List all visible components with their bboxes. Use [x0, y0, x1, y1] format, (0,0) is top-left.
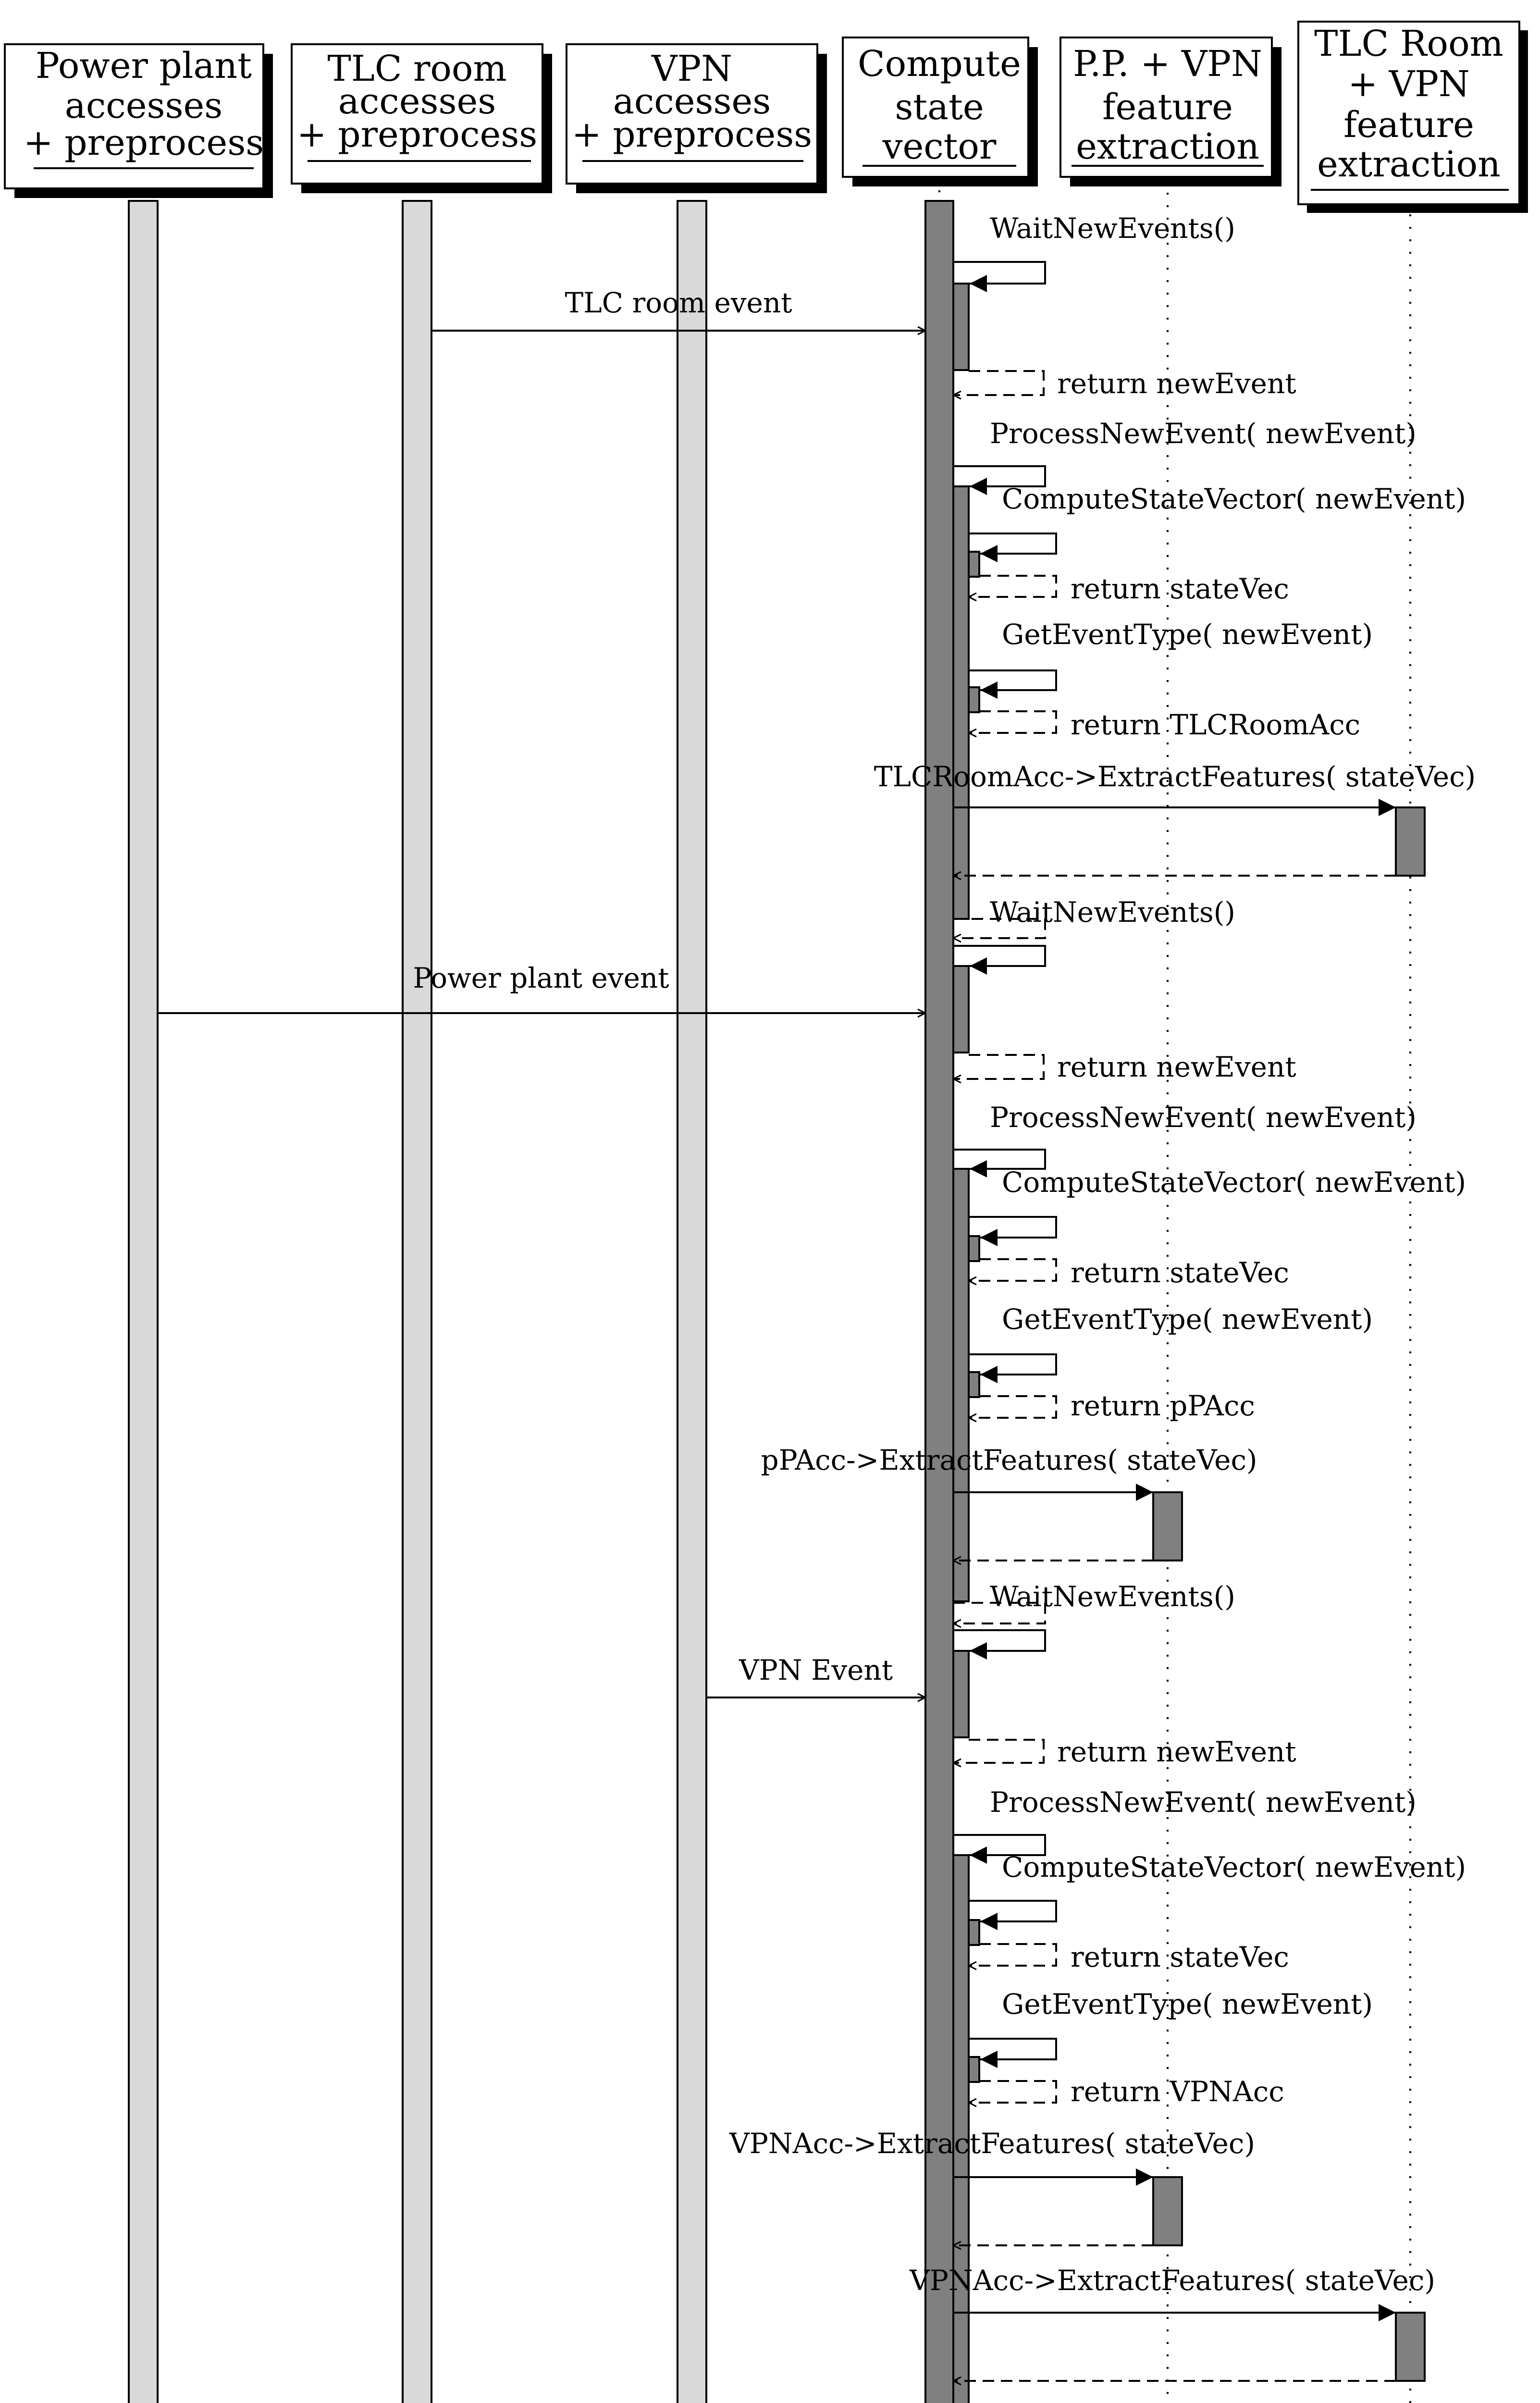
message-get-event-type-1: [969, 618, 1373, 690]
activation-compute-3: [969, 1920, 979, 1945]
message-process-new-event-1: [953, 417, 1417, 486]
participant-pp-vpn-extraction: [1060, 37, 1281, 186]
message-label: return stateVec: [1071, 572, 1289, 605]
message-label: pPAcc->ExtractFeatures( stateVec): [761, 1444, 1257, 1476]
message-compute-state-vector-1: [969, 483, 1466, 554]
message-return-state-vec-3: [969, 1941, 1289, 1973]
participant-tlc-room: [292, 44, 552, 193]
participant-label-line: vector: [882, 126, 997, 167]
message-wait-new-events-2: [953, 896, 1235, 966]
message-label: ProcessNewEvent( newEvent): [990, 417, 1417, 450]
message-label: WaitNewEvents(): [990, 896, 1235, 929]
message-label: GetEventType( newEvent): [1002, 618, 1373, 651]
message-label: TLC room event: [565, 286, 792, 319]
participant-label-line: feature: [1343, 104, 1474, 146]
message-power-plant-event: [158, 962, 925, 1013]
message-label: return newEvent: [1057, 1735, 1296, 1768]
participant-label-line: extraction: [1076, 126, 1259, 167]
message-label: VPNAcc->ExtractFeatures( stateVec): [729, 2127, 1255, 2160]
message-process-new-event-2: [953, 1101, 1417, 1169]
message-vpn-event: [706, 1654, 925, 1697]
participant-compute-state-vector: [843, 37, 1038, 186]
message-return-new-event-3: [953, 1735, 1296, 1768]
participant-label-line: Power plant: [36, 45, 252, 87]
message-wait-new-events-1: [953, 212, 1235, 284]
message-return-tlc-room-acc: [969, 708, 1360, 741]
activation-power-plant: [129, 201, 158, 2403]
activation-process-2: [953, 1169, 969, 1601]
message-label: WaitNewEvents(): [990, 212, 1235, 245]
message-label: return VPNAcc: [1071, 2075, 1284, 2108]
activation-gettype-3: [969, 2057, 979, 2082]
participant-label-line: feature: [1102, 87, 1233, 128]
participant-label-line: Compute: [858, 43, 1021, 85]
activation-compute-2: [969, 1236, 979, 1261]
activation-gettype-1: [969, 687, 979, 712]
message-label: VPNAcc->ExtractFeatures( stateVec): [910, 2264, 1435, 2297]
message-label: ProcessNewEvent( newEvent): [990, 1786, 1417, 1819]
message-get-event-type-3: [969, 1988, 1373, 2059]
message-vpn-acc-extract-2: [909, 2264, 1435, 2381]
message-wait-new-events-3: [953, 1580, 1235, 1651]
participant-label-line: state: [895, 87, 984, 128]
message-process-new-event-3: [953, 1786, 1417, 1855]
participant-label-line: accesses: [613, 81, 771, 122]
message-label: VPN Event: [739, 1654, 893, 1686]
activation-wait-1: [953, 284, 969, 370]
participant-label-line: VPN: [652, 48, 732, 89]
message-compute-state-vector-2: [969, 1166, 1466, 1238]
message-return-state-vec-2: [969, 1256, 1289, 1289]
message-return-state-vec-1: [969, 572, 1289, 605]
message-label: ComputeStateVector( newEvent): [1002, 1851, 1466, 1883]
participant-label-line: extraction: [1317, 144, 1501, 185]
participant-tlc-vpn-extraction: [1298, 22, 1528, 213]
activation-process-1: [953, 486, 969, 919]
message-return-new-event-2: [953, 1051, 1296, 1083]
activation-tlc-vpn-extraction-1: [1396, 807, 1425, 876]
message-label: Power plant event: [413, 962, 669, 994]
participant-vpn: [567, 44, 827, 193]
activation-tlc-vpn-extraction-2: [1396, 2313, 1425, 2381]
participant-label-line: accesses: [64, 85, 223, 126]
message-label: ComputeStateVector( newEvent): [1002, 483, 1466, 515]
message-label: return stateVec: [1071, 1941, 1289, 1973]
participant-label-line: P.P. + VPN: [1073, 43, 1262, 85]
message-label: return TLCRoomAcc: [1071, 708, 1361, 741]
participant-label-line: + preprocess: [571, 114, 813, 155]
message-get-event-type-2: [969, 1303, 1373, 1375]
message-label: ProcessNewEvent( newEvent): [990, 1101, 1417, 1134]
message-label: WaitNewEvents(): [990, 1580, 1235, 1613]
activation-compute-state-vector: [925, 201, 953, 2403]
message-compute-state-vector-3: [969, 1851, 1466, 1921]
participant-power-plant: [5, 44, 273, 198]
message-label: TLCRoomAcc->ExtractFeatures( stateVec): [874, 760, 1476, 793]
message-label: return newEvent: [1057, 1051, 1296, 1083]
activation-tlc-room: [403, 201, 431, 2403]
message-return-new-event-1: [953, 367, 1296, 400]
participant-label-line: TLC room: [327, 48, 507, 89]
message-label: ComputeStateVector( newEvent): [1002, 1166, 1466, 1199]
activation-wait-3: [953, 1651, 969, 1737]
participant-label-line: + VPN: [1348, 63, 1470, 105]
message-return-pp-acc: [969, 1389, 1255, 1422]
message-label: return newEvent: [1057, 367, 1296, 400]
participant-label-line: + preprocess: [296, 114, 538, 155]
activation-gettype-2: [969, 1372, 979, 1397]
participant-label-line: accesses: [338, 81, 496, 122]
participant-label-line: + preprocess: [23, 122, 264, 163]
participant-label-line: TLC Room: [1314, 23, 1503, 64]
message-label: return pPAcc: [1071, 1389, 1255, 1422]
message-return-vpn-acc: [969, 2075, 1284, 2108]
activation-vpn: [678, 201, 706, 2403]
activation-pp-vpn-extraction-1: [1153, 1492, 1182, 1561]
message-label: GetEventType( newEvent): [1002, 1303, 1373, 1336]
activation-wait-2: [953, 966, 969, 1053]
message-label: return stateVec: [1071, 1256, 1289, 1289]
activation-compute-1: [969, 552, 979, 577]
message-label: GetEventType( newEvent): [1002, 1988, 1373, 2020]
activation-pp-vpn-extraction-2: [1153, 2177, 1182, 2245]
